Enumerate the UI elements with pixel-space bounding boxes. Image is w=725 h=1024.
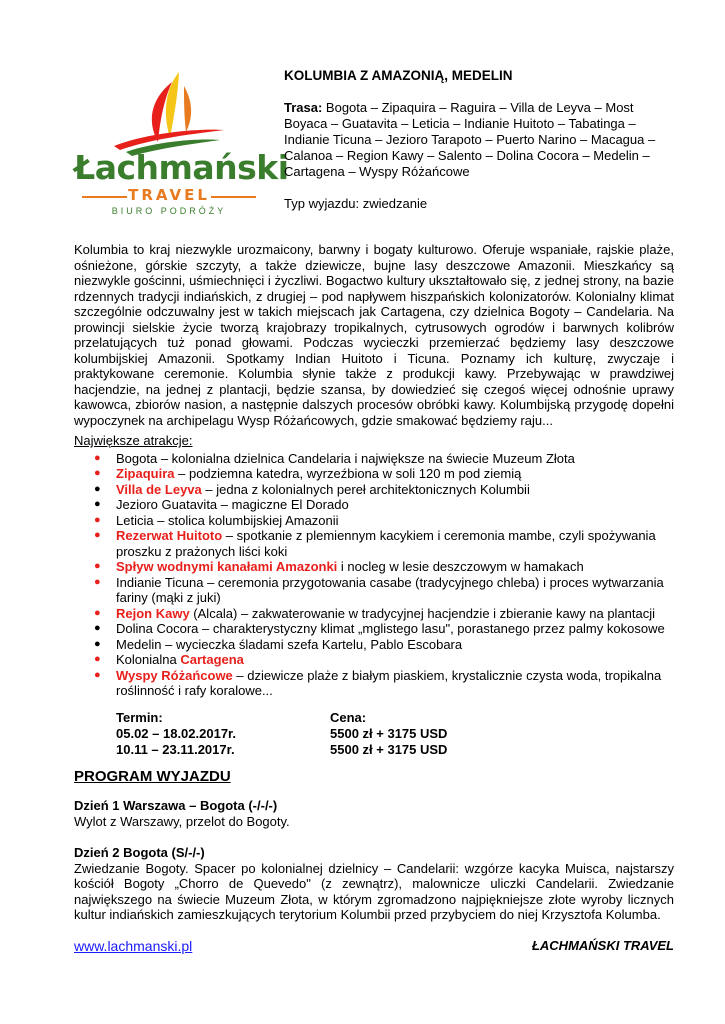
logo-travel-text: TRAVEL	[128, 186, 210, 204]
bullet-icon: ●	[94, 482, 101, 495]
attraction-item	[74, 637, 674, 653]
termin-label: Termin:	[116, 710, 163, 725]
attraction-item	[74, 652, 674, 668]
attraction-text: Leticia – stolica kolumbijskiej Amazonii	[116, 512, 339, 528]
bullet-icon: ●	[94, 668, 101, 681]
bullet-icon: ●	[94, 451, 101, 464]
price-1: 5500 zł + 3175 USD	[330, 726, 448, 741]
attraction-item	[74, 466, 674, 482]
attraction-text: – dziewicze plaże z białym piaskiem, krystalicznie czysta woda, tropikalna roślinność i rafy koralowe...	[116, 667, 662, 698]
bullet-icon: ●	[94, 513, 101, 526]
attraction-item	[74, 559, 674, 575]
attraction-highlight: Spływ wodnymi kanałami Amazonki	[116, 559, 338, 574]
attraction-text: – jedna z kolonialnych pereł architektonicznych Kolumbii	[201, 481, 530, 497]
attraction-text: Bogota – kolonialna dzielnica Candelaria i największe na świecie Muzeum Złota	[116, 450, 575, 466]
logo-divider-right	[211, 196, 256, 198]
attraction-text: – podziemna katedra, wyrzeźbiona w soli 120 m pod ziemią	[174, 466, 522, 481]
intro-paragraph: Kolumbia to kraj niezwykle urozmaicony, barwny i bogaty kulturowo. Oferuje wspaniałe, rajskie plaże, ośnieżone, górskie szczyty, a także dziewicze, bujne lasy deszczowe Amazonii. Mieszkańcy są niezwykle gościnni, uśmiechnięci i życzliwi. Bogactwo kultury ukształtowało się, z jednej strony, na bazie rdzennych tradycji indiańskich, z drugiej – pod napływem hiszpańskich kolonizatorów. Kolonialny klimat szczególnie odczuwalny jest w takich miejscach jak Cartagena, czy dzielnica Bogoty – Candelaria. Na prowincji sielskie życie tworzą krajobrazy tropikalnych, cytrusowych ogrodów i barwnych kolibrów przelatujących tuż ponad głowami. Podczas wycieczki przemierzać będziemy lasy deszczowe kolumbijskiej Amazonii. Spotkamy Indian Huitoto i Ticuna. Poznamy ich kulturę, zwyczaje i praktykowane ceremonie. Kolumbia słynie także z produkcji kawy. Przebywając w prawdziwej hacjendzie, na jednej z plantacji, będzie szansa, by dowiedzieć się czegoś więcej odnośnie uprawy kawowca, zbiorów nasion, a następnie dalszych procesów obróbki kawy. Kolumbijską przygodę dopełni wypoczynek na archipelagu Wysp Różańcowych, gdzie smakować będziemy raju...	[74, 242, 674, 428]
attraction-item	[74, 497, 674, 513]
attractions-section	[74, 433, 674, 699]
date-2: 10.11 – 23.11.2017r.	[116, 742, 235, 757]
attraction-item	[74, 528, 674, 559]
bullet-icon: ●	[94, 622, 101, 634]
attraction-highlight: Rezerwat Huitoto	[116, 528, 223, 543]
trip-header	[284, 68, 676, 212]
route-text: Bogota – Zipaquira – Raguira – Villa de Leyva – Most Boyaca – Guatavita – Leticia – Indianie Huitoto – Tabatinga – Indianie Ticuna – Jezioro Tarapoto – Puerto Narino – Macagua – Calanoa – Region Kawy – Salento – Dolina Cocora – Medelin – Cartagena – Wyspy Różańcowe	[284, 100, 656, 179]
bullet-icon: ●	[94, 529, 101, 541]
attraction-text: (Alcala) – zakwaterowanie w tradycyjnej hacjendzie i zbieranie kawy na plantacji	[189, 605, 656, 621]
page-footer	[74, 938, 674, 956]
price-2: 5500 zł + 3175 USD	[330, 742, 448, 757]
dates-column	[116, 710, 236, 758]
prices-column	[330, 710, 447, 758]
attraction-prefix: Kolonialna	[116, 652, 181, 667]
attraction-item	[74, 513, 674, 529]
cena-label: Cena:	[330, 710, 367, 725]
trip-title: KOLUMBIA Z AMAZONIĄ, MEDELIN	[284, 68, 513, 83]
attraction-text: i nocleg w lesie deszczowym w hamakach	[337, 559, 584, 574]
bullet-icon: ●	[94, 653, 101, 665]
bullet-icon: ●	[94, 606, 101, 619]
logo-tagline: BIURO PODRÓŻY	[111, 206, 227, 216]
attraction-item	[74, 621, 674, 637]
website-link[interactable]: www.lachmanski.pl	[74, 938, 193, 954]
attraction-item	[74, 575, 674, 606]
attraction-highlight: Zipaquira	[116, 466, 175, 481]
footer-company: ŁACHMAŃSKI TRAVEL	[531, 938, 674, 953]
route-label: Trasa:	[284, 100, 323, 115]
attraction-item	[74, 668, 674, 699]
bullet-icon: ●	[94, 575, 101, 588]
bullet-icon: ●	[94, 467, 101, 479]
day-2-text: Zwiedzanie Bogoty. Spacer po kolonialnej dzielnicy – Candelarii: wzgórze kacyka Muisca, najstarszy kościół Bogoty „Chorro de Quevedo" (z zewnątrz), malownicze uliczki Candelarii. Zwiedzanie największego na świecie Muzeum Złota, w którym zgromadzono najpiękniejsze złote wyroby licznych kultur indiańskich zamieszkujących terytorium Kolumbii przed przybyciem do niej Krzysztofa Kolumba.	[74, 860, 674, 922]
attraction-text: Medelin – wycieczka śladami szefa Kartelu, Pablo Escobara	[116, 636, 463, 652]
day-1-text: Wylot z Warszawy, przelot do Bogoty.	[74, 813, 290, 829]
attractions-list	[74, 451, 674, 699]
attraction-text: – spotkanie z plemiennym kacykiem i ceremonia mambe, czyli spożywania proszku z prażonych liści koki	[116, 528, 656, 559]
attraction-highlight: Villa de Leyva	[116, 481, 202, 497]
company-logo	[74, 68, 289, 218]
logo-travel-row	[74, 188, 264, 204]
attraction-item	[74, 451, 674, 467]
trip-type: Typ wyjazdu: zwiedzanie	[284, 196, 428, 211]
attraction-highlight: Wyspy Różańcowe	[116, 667, 233, 683]
program-heading: PROGRAM WYJAZDU	[74, 768, 231, 785]
attraction-highlight: Rejon Kawy	[116, 605, 190, 621]
bullet-icon: ●	[94, 560, 101, 572]
program-days	[74, 798, 674, 923]
day-1-title: Dzień 1 Warszawa – Bogota (-/-/-)	[74, 798, 278, 813]
bullet-icon: ●	[94, 637, 101, 650]
attraction-item	[74, 482, 674, 498]
day-2-title: Dzień 2 Bogota (S/-/-)	[74, 845, 205, 860]
logo-brand-text: Łachmański	[74, 148, 289, 187]
attraction-text: Jezioro Guatavita – magiczne El Dorado	[116, 497, 349, 512]
sail-emblem-icon	[74, 68, 264, 158]
attractions-heading: Największe atrakcje:	[74, 433, 193, 448]
attraction-text: Dolina Cocora – charakterystyczny klimat „mglistego lasu", porastanego przez palmy kokosowe	[116, 621, 665, 636]
attraction-item	[74, 606, 674, 622]
bullet-icon: ●	[94, 498, 101, 510]
date-1: 05.02 – 18.02.2017r.	[116, 726, 237, 741]
attraction-text: Indianie Ticuna – ceremonia przygotowania casabe (tradycyjnego chleba) i proces wytwarzania fariny (mąki z juki)	[116, 574, 664, 605]
trip-route	[284, 100, 676, 180]
attraction-highlight: Cartagena	[180, 652, 244, 667]
